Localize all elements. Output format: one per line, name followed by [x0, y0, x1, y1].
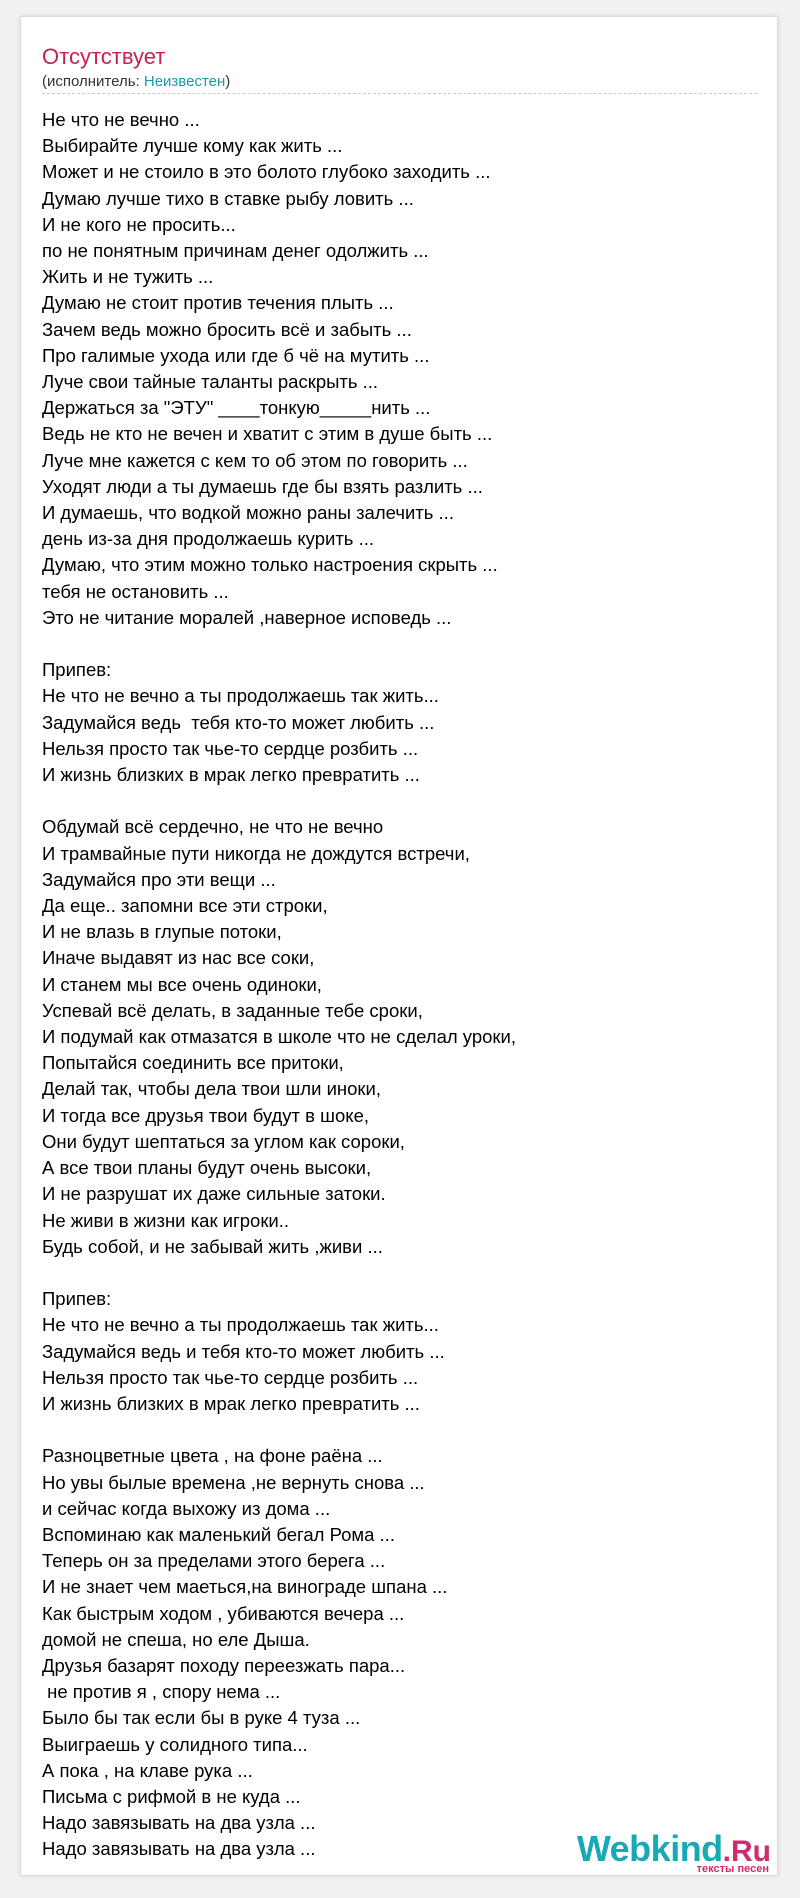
lyric-line: не против я , спору нема ...: [42, 1681, 281, 1703]
lyric-line: Выиграешь у солидного типа...: [42, 1733, 308, 1755]
lyric-line: Вспоминаю как маленький бегал Рома ...: [42, 1523, 395, 1545]
stanza-break: [42, 1260, 757, 1286]
song-title: Отсутствует: [42, 44, 166, 69]
stanza-break: [42, 1417, 757, 1443]
lyric-line: Успевай всё делать, в заданные тебе сроки,: [42, 999, 423, 1021]
lyric-line: И не разрушат их даже сильные затоки.: [42, 1183, 386, 1205]
lyric-line: Делай так, чтобы дела твои шли иноки,: [42, 1078, 381, 1100]
lyric-line: Не что не вечно а ты продолжаешь так жить...: [42, 1314, 439, 1336]
lyric-line: по не понятным причинам денег одолжить ...: [42, 240, 429, 262]
lyric-line: И не кого не просить...: [42, 213, 236, 235]
stanza-break: [42, 788, 757, 814]
lyric-line: Может и не стоило в это болото глубоко заходить ...: [42, 161, 491, 183]
lyric-line: Нельзя просто так чье-то сердце розбить ...: [42, 737, 419, 759]
lyric-line: Друзья базарят походу переезжать пара...: [42, 1654, 406, 1676]
stanza-break: [42, 631, 757, 657]
site-logo[interactable]: [576, 1828, 771, 1875]
lyric-line: Ведь не кто не вечен и хватит с этим в душе быть ...: [42, 423, 493, 445]
lyric-line: Луче свои тайные таланты раскрыть ...: [42, 371, 379, 393]
lyric-line: Иначе выдавят из нас все соки,: [42, 947, 315, 969]
lyric-line: Было бы так если бы в руке 4 туза ...: [42, 1707, 361, 1729]
lyric-line: Теперь он за пределами этого берега ...: [42, 1550, 386, 1572]
lyric-line: Задумайся про эти вещи ...: [42, 868, 276, 890]
lyric-line: Нельзя просто так чье-то сердце розбить ...: [42, 1366, 419, 1388]
lyric-line: И не знает чем маеться,на винограде шпана ...: [42, 1576, 448, 1598]
lyric-line: день из-за дня продолжаешь курить ...: [42, 528, 375, 550]
lyric-line: Задумайся ведь и тебя кто-то может любить ...: [42, 1340, 445, 1362]
lyric-line: Луче мне кажется с кем то об этом по говорить ...: [42, 449, 468, 471]
lyric-line: Разноцветные цвета , на фоне раёна ...: [42, 1445, 383, 1467]
lyric-line: И жизнь близких в мрак легко превратить ...: [42, 1392, 420, 1414]
lyric-line: Как быстрым ходом , убиваются вечера ...: [42, 1602, 405, 1624]
lyric-line: Про галимые ухода или где б чё на мутить ...: [42, 344, 430, 366]
lyric-line: А пока , на клаве рука ...: [42, 1759, 253, 1781]
lyric-line: И не влазь в глупые потоки,: [42, 921, 282, 943]
lyric-line: И подумай как отмазатся в школе что не сделал уроки,: [42, 1026, 516, 1048]
lyric-line: Но увы былые времена ,не вернуть снова ...: [42, 1471, 425, 1493]
lyrics-text: [42, 107, 757, 1863]
lyric-line: Думаю не стоит против течения плыть ...: [42, 292, 394, 314]
lyric-line: домой не спеша, но еле Дыша.: [42, 1628, 310, 1650]
lyric-line: тебя не остановить ...: [42, 580, 229, 602]
artist-link[interactable]: Неизвестен: [143, 73, 226, 90]
lyric-line: Обдумай всё сердечно, не что не вечно: [42, 816, 384, 838]
lyric-line: Они будут шептаться за углом как сороки,: [42, 1130, 405, 1152]
lyric-line: Припев:: [42, 659, 112, 681]
lyric-line: Письма с рифмой в не куда ...: [42, 1785, 301, 1807]
lyric-line: И жизнь близких в мрак легко превратить ...: [42, 764, 420, 786]
lyric-line: Думаю лучше тихо в ставке рыбу ловить ...: [42, 187, 414, 209]
lyrics-card: [20, 16, 778, 1876]
lyric-line: И станем мы все очень одиноки,: [42, 973, 322, 995]
artist-line: [42, 73, 230, 90]
lyric-line: И думаешь, что водкой можно раны залечить ...: [42, 502, 454, 524]
lyric-line: Зачем ведь можно бросить всё и забыть ...: [42, 318, 412, 340]
lyric-line: и сейчас когда выхожу из дома ...: [42, 1497, 331, 1519]
lyric-line: Надо завязывать на два узла ...: [42, 1838, 316, 1860]
logo-wordmark: Webkind: [576, 1828, 723, 1869]
lyric-line: Будь собой, и не забывай жить ,живи ...: [42, 1235, 383, 1257]
lyric-line: Жить и не тужить ...: [42, 266, 214, 288]
lyric-line: Не что не вечно ...: [42, 109, 200, 130]
lyric-line: Задумайся ведь тебя кто-то может любить ...: [42, 711, 435, 733]
title-divider: [42, 93, 757, 94]
lyric-line: Надо завязывать на два узла ...: [42, 1812, 316, 1834]
lyric-line: Думаю, что этим можно только настроения скрыть ...: [42, 554, 498, 576]
lyric-line: И трамвайные пути никогда не дождутся встречи,: [42, 842, 470, 864]
lyric-line: Попытайся соединить все притоки,: [42, 1052, 344, 1074]
logo-tld: .Ru: [722, 1835, 771, 1868]
lyric-line: Уходят люди а ты думаешь где бы взять разлить ...: [42, 475, 483, 497]
lyric-line: Выбирайте лучше кому как жить ...: [42, 135, 343, 157]
lyric-line: Это не читание моралей ,наверное исповедь ...: [42, 606, 452, 628]
lyric-line: Да еще.. запомни все эти строки,: [42, 895, 328, 917]
lyric-line: И тогда все друзья твои будут в шоке,: [42, 1104, 370, 1126]
lyric-line: Держаться за "ЭТУ" ____тонкую_____нить ...: [42, 397, 431, 419]
lyric-line: Припев:: [42, 1288, 112, 1310]
lyric-line: Не живи в жизни как игроки..: [42, 1209, 290, 1231]
lyric-line: Не что не вечно а ты продолжаешь так жить...: [42, 685, 439, 707]
lyric-line: А все твои планы будут очень высоки,: [42, 1157, 372, 1179]
artist-suffix: ): [225, 73, 231, 90]
artist-prefix: (исполнитель:: [42, 73, 144, 90]
logo-tagline: тексты песен: [696, 1863, 769, 1875]
